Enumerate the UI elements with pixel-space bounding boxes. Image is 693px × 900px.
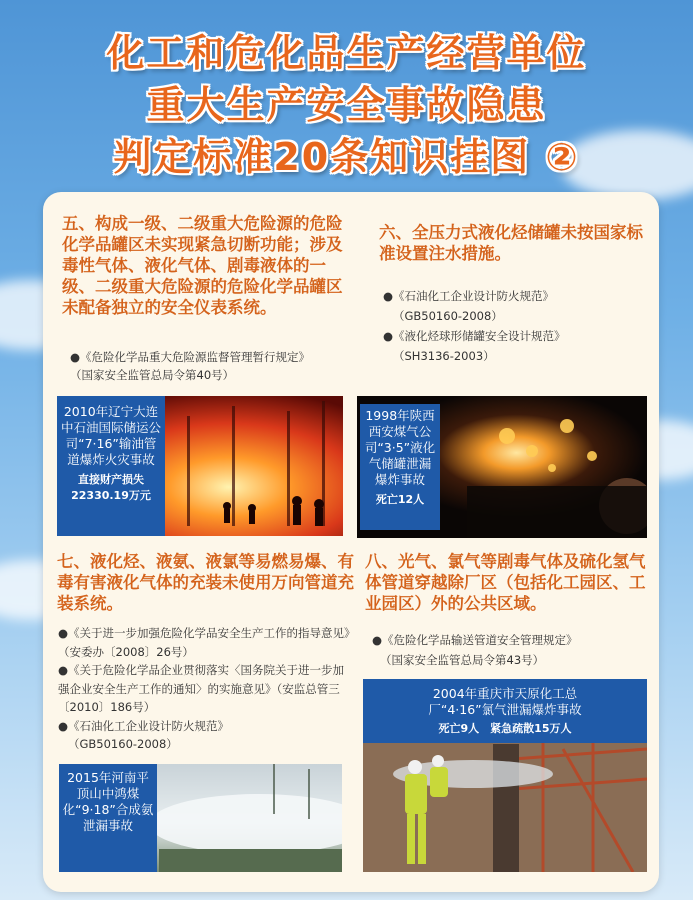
reference-item: ●《危险化学品重大危险源监督管理暂行规定》 — [70, 350, 311, 364]
reference-item: ●《液化烃球形储罐安全设计规范》 — [383, 329, 566, 343]
section-6-caption — [360, 404, 440, 530]
reference-item: ●《危险化学品输送管道安全管理规定》 — [372, 633, 578, 647]
section-5-photo — [57, 396, 343, 536]
section-7-references — [58, 624, 350, 754]
reference-item: ●《石油化工企业设计防火规范》 — [383, 289, 555, 303]
caption-text: 2004年重庆市天原化工总厂“4·16”氯气泄漏爆炸事故 — [428, 686, 582, 717]
reference-item: （SH3136-2003） — [393, 349, 495, 363]
caption-text: 1998年陕西西安煤气公司“3·5”液化气储罐泄漏爆炸事故 — [364, 408, 436, 487]
reference-item: ●《关于进一步加强危险化学品安全生产工作的指导意见》（安委办〔2008〕26号） — [58, 626, 350, 659]
section-6-heading: 六、全压力式液化烃储罐未按国家标准设置注水措施。 — [379, 223, 643, 263]
page-title-line-2: 重大生产安全事故隐患 — [146, 83, 547, 127]
section-5-caption — [57, 396, 165, 536]
caption-stat: 死亡12人 — [375, 493, 425, 506]
section-5-references — [70, 348, 355, 384]
section-5-heading: 五、构成一级、二级重大危险源的危险化学品罐区未实现紧急切断功能；涉及毒性气体、液化气体、剧毒液体的一级、二级重大危险源的危险化学品罐区未配备独立的安全仪表系统。 — [62, 214, 343, 317]
section-8-heading: 八、光气、氯气等剧毒气体及硫化氢气体管道穿越除厂区（包括化工园区、工业园区）外的公共区域。 — [365, 552, 646, 613]
reference-item: （国家安全监管总局令第43号） — [380, 653, 545, 667]
section-6-references — [383, 286, 653, 366]
caption-text: 2010年辽宁大连中石油国际储运公司“7·16”输油管道爆炸火灾事故 — [60, 404, 161, 467]
reference-item: （GB50160-2008） — [393, 309, 503, 323]
reference-item: （国家安全监管总局令第40号） — [70, 368, 235, 382]
section-8-references — [372, 630, 657, 670]
section-7-heading: 七、液化烃、液氨、液氯等易燃易爆、有毒有害液化气体的充装未使用万向管道充装系统。 — [57, 552, 354, 613]
caption-stat: 死亡9人 紧急疏散15万人 — [438, 722, 572, 735]
page-title-line-3: 判定标准20条知识挂图 ② — [113, 135, 580, 179]
caption-stat-label: 直接财产损失 — [78, 473, 144, 486]
page-title-line-1: 化工和危化品生产经营单位 — [106, 31, 587, 75]
section-7-caption — [59, 764, 157, 872]
reference-item: （GB50160-2008） — [68, 737, 178, 751]
caption-stat-value: 22330.19万元 — [71, 489, 151, 502]
reference-item: ●《石油化工企业设计防火规范》 — [58, 718, 230, 733]
section-7-photo — [59, 764, 342, 872]
section-6-photo — [357, 396, 647, 538]
section-8-caption — [363, 679, 647, 743]
section-8-photo — [363, 679, 647, 872]
reference-item: ●《关于危险化学品企业贯彻落实〈国务院关于进一步加强企业安全生产工作的通知〉的实施意见》（安监总管三〔2010〕186号） — [58, 663, 345, 714]
caption-text: 2015年河南平顶山中鸿煤化“9·18”合成氨泄漏事故 — [62, 770, 154, 833]
